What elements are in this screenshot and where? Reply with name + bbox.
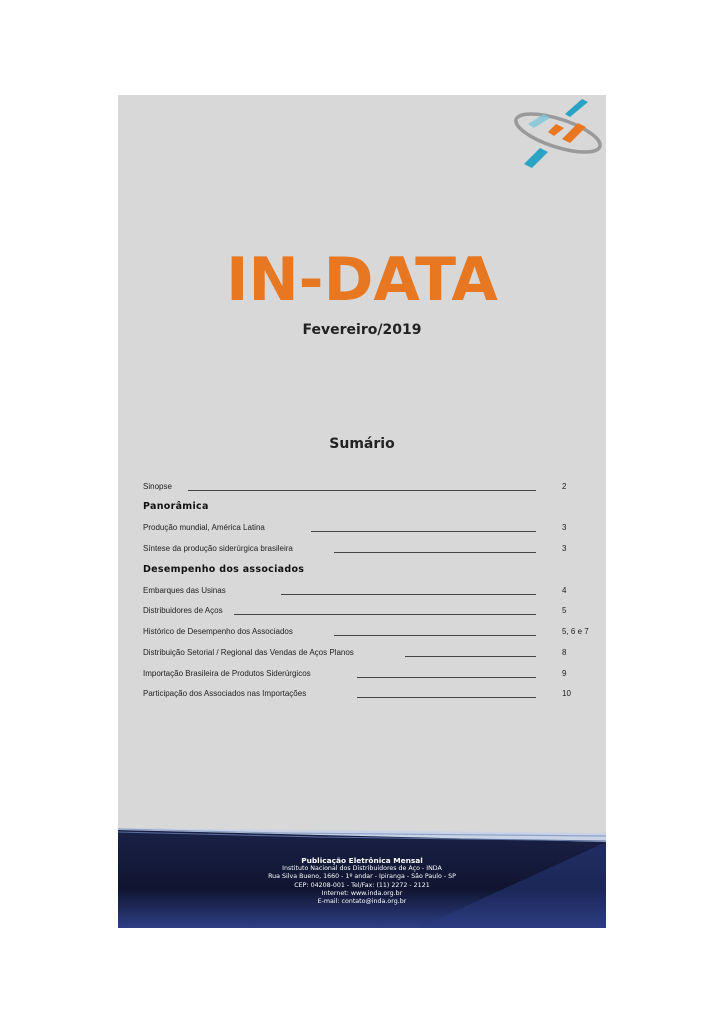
toc-leader — [334, 635, 536, 636]
page-title: IN-DATA — [226, 245, 498, 315]
toc-item-page: 2 — [562, 482, 567, 491]
toc-leader — [281, 594, 536, 595]
toc-item-distribuicao-setorial[interactable] — [143, 648, 573, 662]
toc-item-label: Distribuidores de Aços — [143, 606, 223, 615]
toc-leader — [234, 614, 536, 615]
toc-leader — [188, 490, 536, 491]
toc-item-page: 5 — [562, 606, 567, 615]
toc-item-page: 3 — [562, 523, 567, 532]
footer-title: Publicação Eletrônica Mensal — [301, 856, 423, 865]
footer-line: Internet: www.inda.org.br — [321, 889, 403, 897]
toc-item-producao-mundial[interactable] — [143, 523, 573, 537]
toc-leader — [357, 697, 536, 698]
toc-leader — [311, 531, 536, 532]
toc-item-historico[interactable] — [143, 627, 589, 641]
toc-section-panoramica: Panorâmica — [143, 501, 209, 512]
toc-item-page: 8 — [562, 648, 567, 657]
toc-item-label: Histórico de Desempenho dos Associados — [143, 627, 293, 636]
footer-line: Rua Silva Bueno, 1660 - 1º andar - Ipiranga - São Paulo - SP — [268, 873, 456, 881]
toc-item-page: 9 — [562, 669, 567, 678]
toc-item-page: 4 — [562, 586, 567, 595]
toc-leader — [405, 656, 536, 657]
toc-item-embarques-usinas[interactable] — [143, 586, 573, 600]
toc-item-label: Participação dos Associados nas Importações — [143, 689, 307, 698]
toc-item-label: Distribuição Setorial / Regional das Vendas de Aços Planos — [143, 648, 354, 657]
toc-item-sinopse[interactable] — [143, 482, 573, 496]
toc-leader — [334, 552, 536, 553]
footer-text — [118, 856, 606, 906]
toc-leader — [357, 677, 536, 678]
footer-line: Instituto Nacional dos Distribuidores de Aço - INDA — [282, 865, 442, 872]
toc-item-label: Importação Brasileira de Produtos Siderúrgicos — [143, 669, 311, 678]
toc-item-page: 5, 6 e 7 — [562, 627, 589, 636]
toc-title: Sumário — [329, 436, 395, 452]
toc-item-participacao[interactable] — [143, 689, 573, 703]
toc-item-importacao[interactable] — [143, 669, 573, 683]
toc-item-page: 3 — [562, 544, 567, 553]
page-subtitle: Fevereiro/2019 — [302, 322, 422, 338]
toc-item-sintese-producao[interactable] — [143, 544, 573, 558]
footer-line: E-mail: contato@inda.org.br — [317, 898, 407, 906]
toc-item-label: Embarques das Usinas — [143, 586, 226, 595]
toc-item-distribuidores[interactable] — [143, 606, 573, 620]
toc-section-desempenho: Desempenho dos associados — [143, 564, 305, 575]
toc-item-page: 10 — [562, 689, 571, 698]
footer-line: CEP: 04208-001 - Tel/Fax: (11) 2272 - 2121 — [294, 881, 430, 889]
inda-logo-icon — [510, 96, 605, 171]
toc-item-label: Produção mundial, América Latina — [143, 523, 265, 532]
toc-item-label: Sinopse — [143, 482, 172, 491]
toc-item-label: Síntese da produção siderúrgica brasileira — [143, 544, 293, 553]
